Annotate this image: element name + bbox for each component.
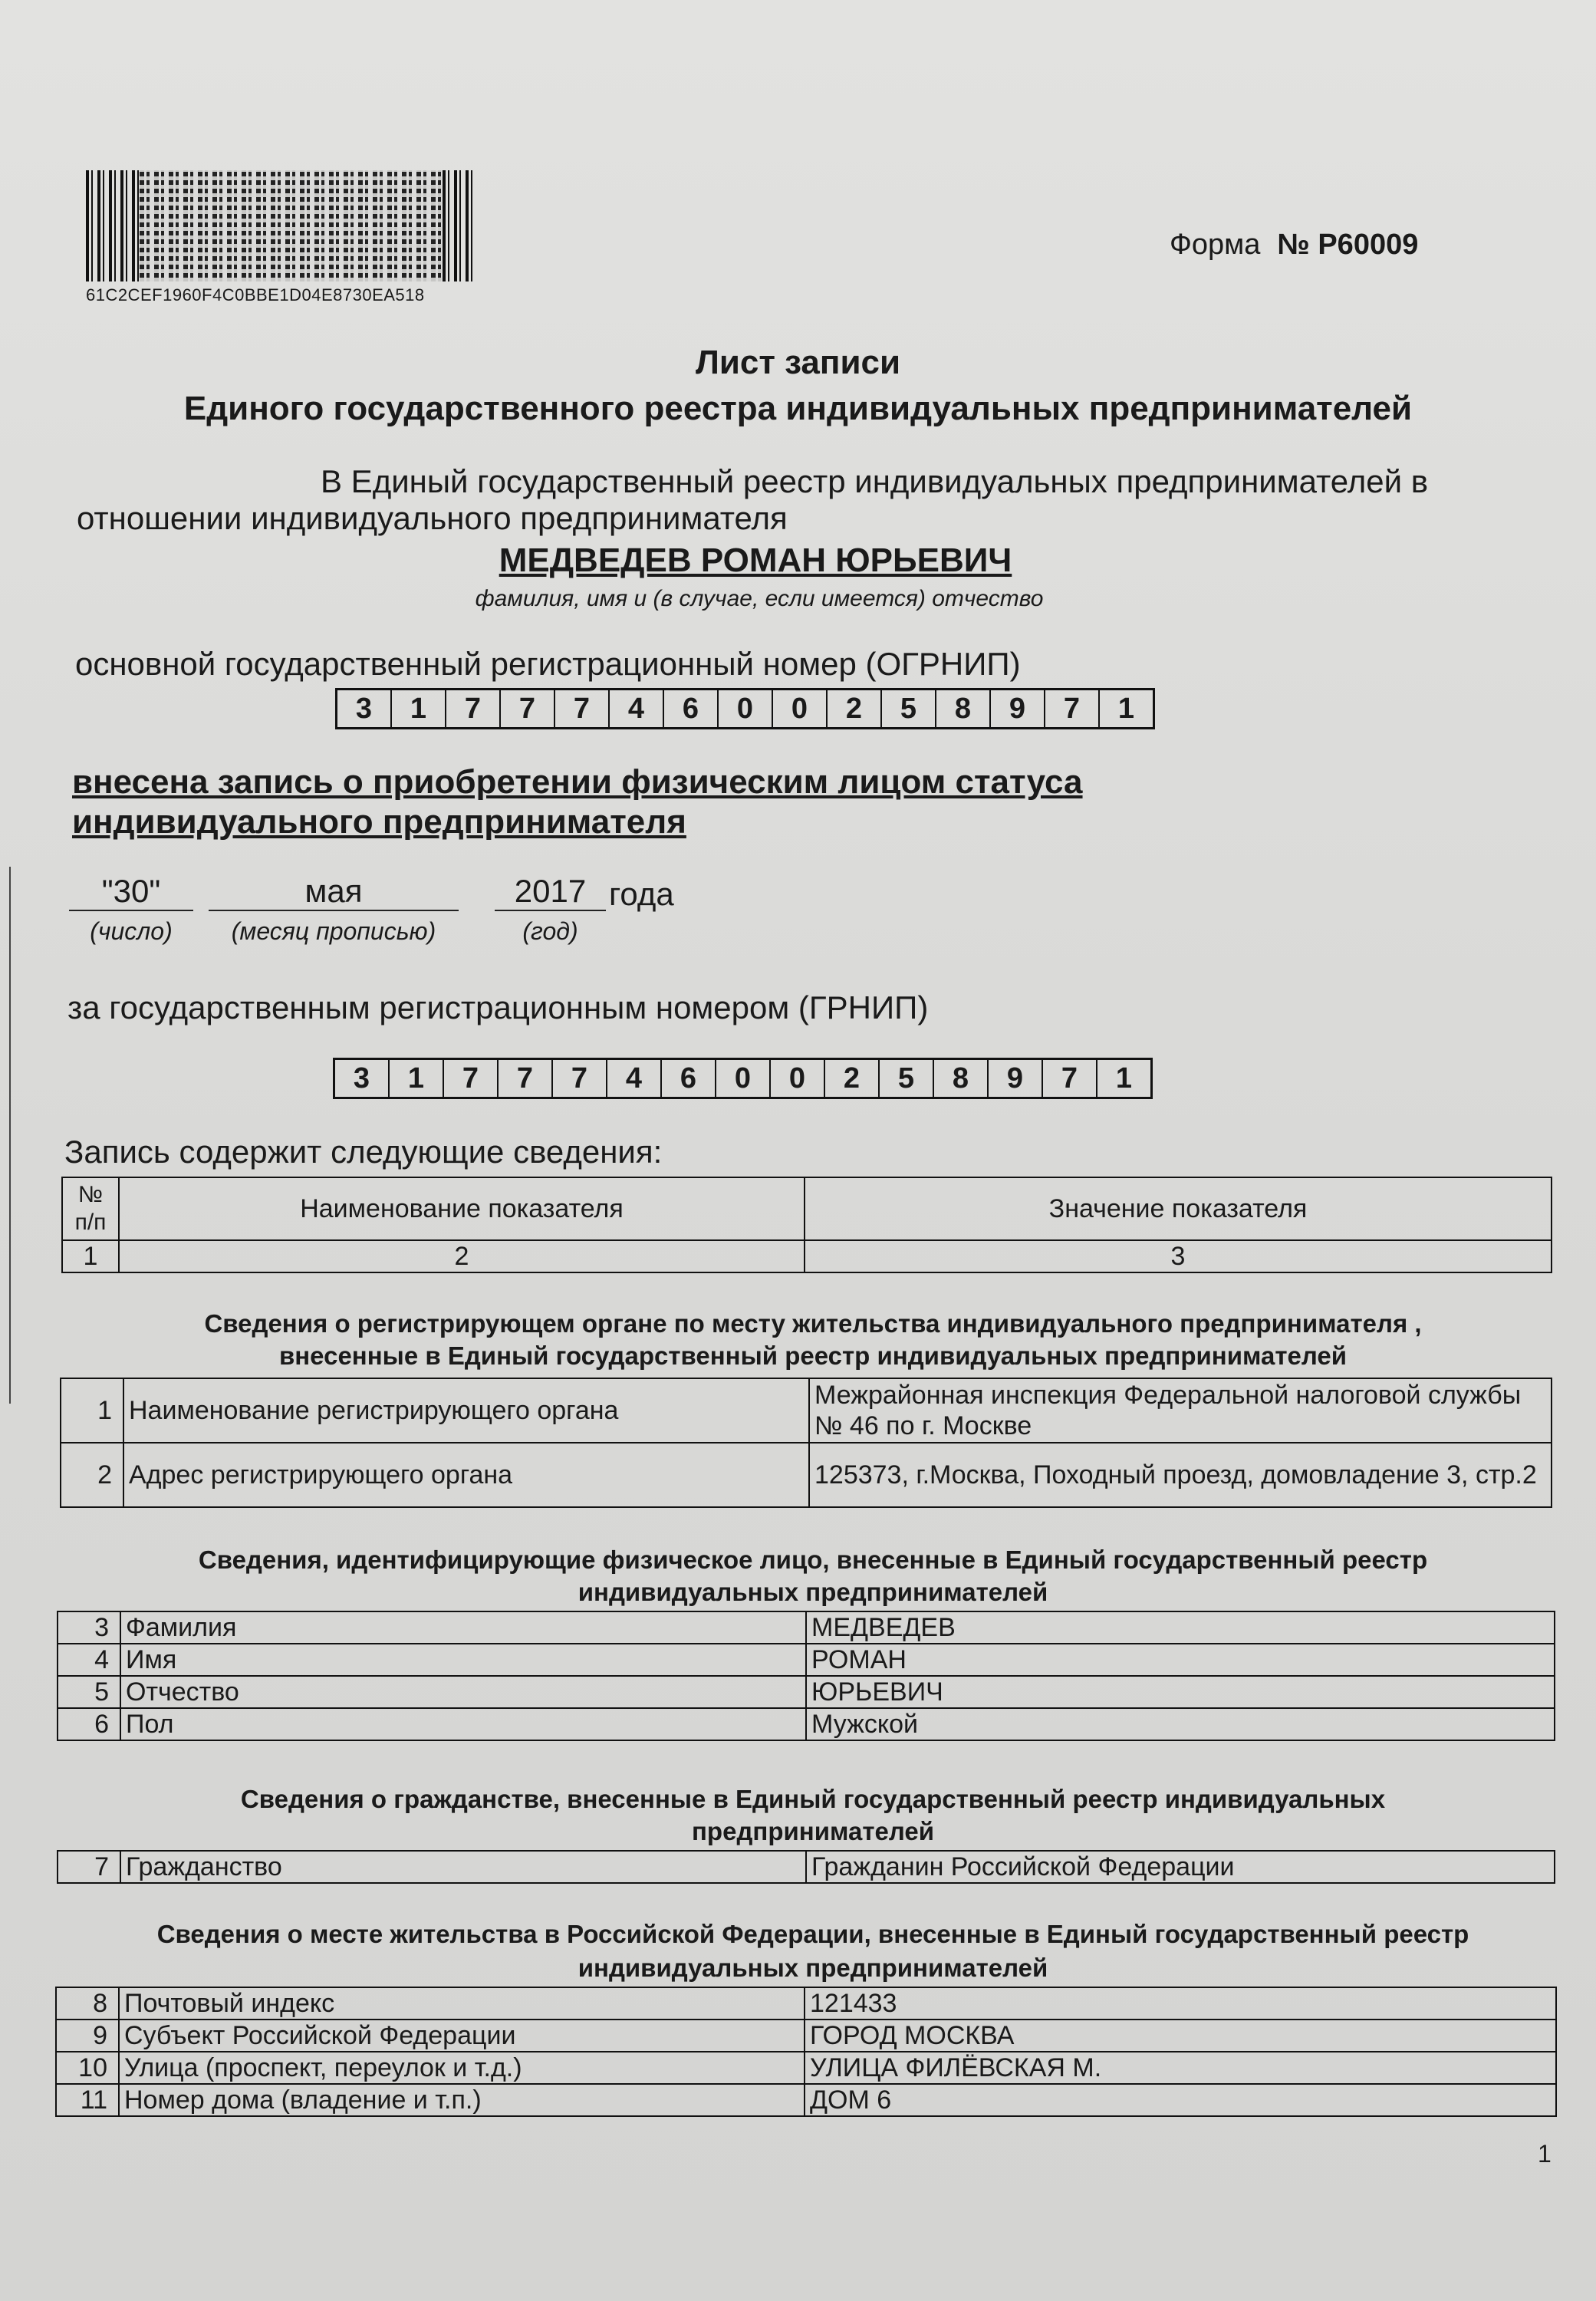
- row-value: ЮРЬЕВИЧ: [806, 1676, 1555, 1708]
- table-row: [58, 1676, 1555, 1708]
- row-num: 2: [61, 1443, 123, 1507]
- header-num: № п/п: [62, 1177, 119, 1240]
- index-1: 1: [62, 1240, 119, 1272]
- entry-line-1: внесена запись о приобретении физическим лицом статуса: [72, 763, 1083, 801]
- ogrnip-label: основной государственный регистрационный номер (ОГРНИП): [75, 646, 1021, 682]
- header-row: [62, 1177, 1552, 1240]
- row-name: Субъект Российской Федерации: [119, 2020, 805, 2052]
- grnip-digit: 8: [934, 1060, 989, 1097]
- page-number: 1: [1538, 2140, 1552, 2168]
- row-value: МЕДВЕДЕВ: [806, 1611, 1555, 1644]
- row-name: Гражданство: [120, 1851, 806, 1883]
- intro-line-1: В Единый государственный реестр индивидуальных предпринимателей в: [321, 463, 1429, 499]
- grnip-digit: 1: [390, 1060, 444, 1097]
- section3-table: [57, 1850, 1555, 1884]
- grnip-digit: 1: [1115, 1062, 1133, 1095]
- grnip-digit: 4: [607, 1060, 662, 1097]
- section4-title-1: Сведения о месте жительства в Российской Федерации, внесенные в Единый государственный реестр: [156, 1920, 1469, 1948]
- row-value: ГОРОД МОСКВА: [805, 2020, 1556, 2052]
- row-value: 121433: [805, 1987, 1556, 2020]
- index-2: 2: [119, 1240, 805, 1272]
- form-number-value: № Р60009: [1277, 229, 1419, 261]
- grnip-digit: 7: [444, 1060, 499, 1097]
- row-name: Наименование регистрирующего органа: [123, 1378, 809, 1443]
- ogrnip-digit: 0: [773, 690, 828, 727]
- table-row: [56, 2084, 1556, 2116]
- grnip-digit: 0: [716, 1060, 771, 1097]
- table-row: [61, 1443, 1552, 1507]
- section2-table: [57, 1611, 1555, 1741]
- row-value: ДОМ 6: [805, 2084, 1556, 2116]
- barcode-code: 61C2CEF1960F4C0BBE1D04E8730EA518: [86, 285, 425, 304]
- grnip-digit: 2: [825, 1060, 880, 1097]
- table-row: [56, 2020, 1556, 2052]
- form-label: Форма: [1170, 229, 1261, 261]
- row-value: УЛИЦА ФИЛЁВСКАЯ М.: [805, 2052, 1556, 2084]
- date-year-caption: (год): [522, 917, 578, 945]
- intro-line-2: отношении индивидуального предпринимателя: [77, 500, 788, 536]
- grnip-digit: 7: [1043, 1060, 1097, 1097]
- person-name-caption: фамилия, имя и (в случае, если имеется) отчество: [475, 586, 1044, 611]
- table-row: [61, 1378, 1552, 1443]
- row-name: Улица (проспект, переулок и т.д.): [119, 2052, 805, 2084]
- ogrnip-digit: 6: [664, 690, 719, 727]
- grnip-digits: [333, 1058, 1153, 1099]
- row-name: Адрес регистрирующего органа: [123, 1443, 809, 1507]
- table-row: [56, 1987, 1556, 2020]
- date-month-caption: (месяц прописью): [231, 917, 436, 945]
- grnip-digit: 9: [989, 1060, 1043, 1097]
- section1-title-2: внесенные в Единый государственный реестр индивидуальных предпринимателей: [278, 1341, 1348, 1370]
- ogrnip-digit: 5: [882, 690, 936, 727]
- doc-title: Лист записи: [695, 344, 901, 381]
- ogrnip-digit: 0: [719, 690, 773, 727]
- person-name: МЕДВЕДЕВ РОМАН ЮРЬЕВИЧ: [499, 542, 1012, 579]
- row-value: Межрайонная инспекция Федеральной налоговой службы № 46 по г. Москве: [809, 1378, 1552, 1443]
- ogrnip-digits: [335, 688, 1155, 729]
- row-value: Гражданин Российской Федерации: [806, 1851, 1555, 1883]
- table-row: [58, 1644, 1555, 1676]
- contains-label: Запись содержит следующие сведения:: [64, 1134, 663, 1170]
- section1-title-1: Сведения о регистрирующем органе по месту жительства индивидуального предпринимателя ,: [204, 1309, 1422, 1338]
- row-name: Фамилия: [120, 1611, 806, 1644]
- section2-title-2: индивидуальных предпринимателей: [578, 1578, 1048, 1606]
- doc-subtitle: Единого государственного реестра индивидуальных предпринимателей: [183, 390, 1413, 427]
- grnip-digit: 6: [662, 1060, 716, 1097]
- ogrnip-digit: 8: [936, 690, 991, 727]
- date-day: "30": [69, 873, 193, 911]
- entry-line-2: индивидуального предпринимателя: [72, 803, 686, 841]
- table-row: [58, 1851, 1555, 1883]
- row-num: 3: [58, 1611, 120, 1644]
- row-num: 8: [56, 1987, 119, 2020]
- index-3: 3: [805, 1240, 1552, 1272]
- section1-table: [60, 1378, 1552, 1508]
- ogrnip-digit: 3: [337, 690, 392, 727]
- ogrnip-digit: 1: [392, 690, 446, 727]
- grnip-digit: 7: [499, 1060, 553, 1097]
- table-row: [58, 1708, 1555, 1740]
- row-value: Мужской: [806, 1708, 1555, 1740]
- grnip-label: за государственным регистрационным номером (ГРНИП): [67, 989, 929, 1025]
- barcode-image: [86, 170, 473, 281]
- header-index-row: [62, 1240, 1552, 1272]
- row-name: Отчество: [120, 1676, 806, 1708]
- row-name: Почтовый индекс: [119, 1987, 805, 2020]
- header-name: Наименование показателя: [119, 1177, 805, 1240]
- row-num: 7: [58, 1851, 120, 1883]
- ogrnip-digit: 9: [991, 690, 1045, 727]
- row-value: 125373, г.Москва, Походный проезд, домовладение 3, стр.2: [809, 1443, 1552, 1507]
- table-row: [56, 2052, 1556, 2084]
- section4-table: [55, 1987, 1557, 2117]
- table-row: [58, 1611, 1555, 1644]
- row-name: Имя: [120, 1644, 806, 1676]
- grnip-digit: 3: [335, 1060, 390, 1097]
- section4-title-2: индивидуальных предпринимателей: [578, 1954, 1048, 1982]
- ogrnip-digit: 7: [555, 690, 610, 727]
- grnip-digit: 5: [880, 1060, 934, 1097]
- ogrnip-digit: 7: [501, 690, 555, 727]
- ogrnip-digit: 7: [446, 690, 501, 727]
- row-num: 10: [56, 2052, 119, 2084]
- date-year-suffix: года: [609, 876, 674, 912]
- row-num: 1: [61, 1378, 123, 1443]
- ogrnip-digit: 2: [828, 690, 882, 727]
- row-name: Номер дома (владение и т.п.): [119, 2084, 805, 2116]
- header-value: Значение показателя: [805, 1177, 1552, 1240]
- grnip-digit: 0: [771, 1060, 825, 1097]
- row-name: Пол: [120, 1708, 806, 1740]
- date-day-caption: (число): [90, 917, 173, 945]
- ogrnip-digit: 4: [610, 690, 664, 727]
- ogrnip-digit: 1: [1117, 692, 1135, 725]
- barcode-matrix: [140, 170, 443, 281]
- row-value: РОМАН: [806, 1644, 1555, 1676]
- form-number: [1170, 229, 1418, 262]
- header-table: [61, 1177, 1552, 1273]
- section3-title-2: предпринимателей: [692, 1817, 934, 1845]
- row-num: 4: [58, 1644, 120, 1676]
- row-num: 11: [56, 2084, 119, 2116]
- section2-title-1: Сведения, идентифицирующие физическое лицо, внесенные в Единый государственный реестр: [198, 1546, 1428, 1574]
- row-num: 5: [58, 1676, 120, 1708]
- row-num: 6: [58, 1708, 120, 1740]
- grnip-digit: 7: [553, 1060, 607, 1097]
- page-edge-mark: [0, 867, 11, 1404]
- date-year: 2017: [495, 873, 606, 911]
- ogrnip-digit: 7: [1045, 690, 1100, 727]
- section3-title-1: Сведения о гражданстве, внесенные в Единый государственный реестр индивидуальных: [240, 1785, 1386, 1813]
- date-month: мая: [209, 873, 459, 911]
- row-num: 9: [56, 2020, 119, 2052]
